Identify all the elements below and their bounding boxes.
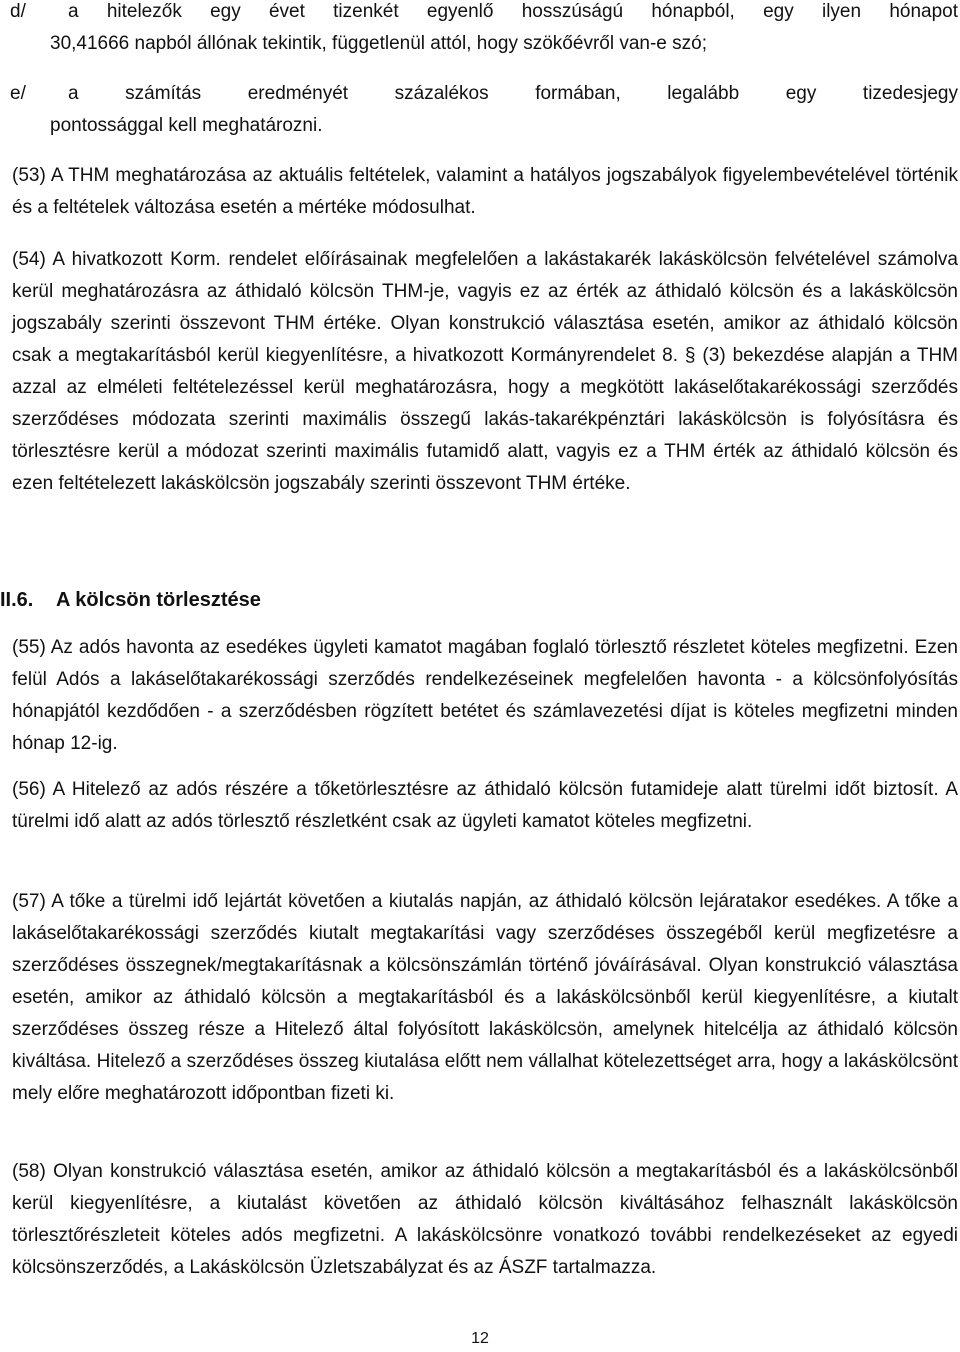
list-item-d bbox=[10, 0, 958, 60]
list-item-line: 30,41666 napból állónak tekintik, függetlenül attól, hogy szökőévről van-e szó; bbox=[50, 33, 707, 54]
section-heading bbox=[0, 584, 600, 616]
list-item-e bbox=[10, 78, 958, 142]
list-marker: e/ bbox=[10, 83, 26, 104]
list-item-line: a számítás eredményét százalékos formában, legalább egy tizedesjegy bbox=[68, 83, 958, 104]
section-title: A kölcsön törlesztése bbox=[56, 589, 261, 611]
list-marker: d/ bbox=[10, 1, 26, 22]
page-number: 12 bbox=[471, 1330, 489, 1347]
list-item-line: pontossággal kell meghatározni. bbox=[50, 115, 323, 136]
list-item-line: a hitelezők egy évet tizenkét egyenlő hosszúságú hónapból, egy ilyen hónapot bbox=[68, 1, 958, 22]
paragraph-55: (55) Az adós havonta az esedékes ügyleti kamatot magában foglaló törlesztő részletet köteles megfizetni. Ezen felül Adós a lakáselőtakarékossági szerződés rendelkezéseinek megfelelően havonta - a kölcsönfolyósítás hónapjától kezdődően - a szerződésben rögzített betétet és számlavezetési díjat is köteles megfizetni minden hónap 12-ig. bbox=[12, 637, 958, 754]
paragraph-53: (53) A THM meghatározása az aktuális feltételek, valamint a hatályos jogszabályok figyelembevételével történik és a feltételek változása esetén a mértéke módosulhat. bbox=[12, 165, 958, 218]
paragraph-54: (54) A hivatkozott Korm. rendelet előírásainak megfelelően a lakástakarék lakáskölcsön felvételével számolva kerül meghatározásra az áthidaló kölcsön THM-je, vagyis ez az érték az áthidaló kölcsön és a lakáskölcsön jogszabály szerinti összevont THM értéke. Olyan konstrukció választása esetén, amikor az áthidaló kölcsön csak a megtakarításból kerül kiegyenlítésre, a hivatkozott Kormányrendelet 8. § (3) bekezdése alapján a THM azzal az elméleti feltételezéssel kerül meghatározásra, hogy a megkötött lakáselőtakarékossági szerződés szerződéses módozata szerinti maximális összegű lakás-takarékpénztári lakáskölcsön is folyósításra és törlesztésre kerül a módozat szerinti maximális futamidő alatt, vagyis ez a THM érték az áthidaló kölcsön és ezen feltételezett lakáskölcsön jogszabály szerinti összevont THM értéke. bbox=[12, 249, 958, 494]
section-number: II.6. bbox=[0, 589, 34, 611]
paragraph-56: (56) A Hitelező az adós részére a tőketörlesztésre az áthidaló kölcsön futamideje alatt türelmi időt biztosít. A türelmi idő alatt az adós törlesztő részletként csak az ügyleti kamatot köteles megfizetni. bbox=[12, 779, 958, 832]
paragraph-58: (58) Olyan konstrukció választása esetén, amikor az áthidaló kölcsön a megtakarításból és a lakáskölcsönből kerül kiegyenlítésre, a kiutalást követően az áthidaló kölcsön kiváltásához felhasznált lakáskölcsön törlesztőrészleteit köteles adós megfizetni. A lakáskölcsönre vonatkozó további rendelkezéseket az egyedi kölcsönszerződés, a Lakáskölcsön Üzletszabályzat és az ÁSZF tartalmazza. bbox=[12, 1161, 958, 1278]
paragraph-57: (57) A tőke a türelmi idő lejártát követően a kiutalás napján, az áthidaló kölcsön lejáratakor esedékes. A tőke a lakáselőtakarékossági szerződés kiutalt megtakarítási vagy szerződéses összegéből kerül megfizetésre a szerződéses összegnek/megtakarításnak a kölcsönszámlán történő jóváírásával. Olyan konstrukció választása esetén, amikor az áthidaló kölcsön a megtakarításból és a lakáskölcsönből kerül kiegyenlítésre, a kiutalt szerződéses összeg része a Hitelező által folyósított lakáskölcsön, amelynek hitelcélja az áthidaló kölcsön kiváltása. Hitelező a szerződéses összeg kiutalása előtt nem vállalhat kötelezettséget arra, hogy a lakáskölcsönt mely előre meghatározott időpontban fizeti ki. bbox=[12, 891, 958, 1104]
